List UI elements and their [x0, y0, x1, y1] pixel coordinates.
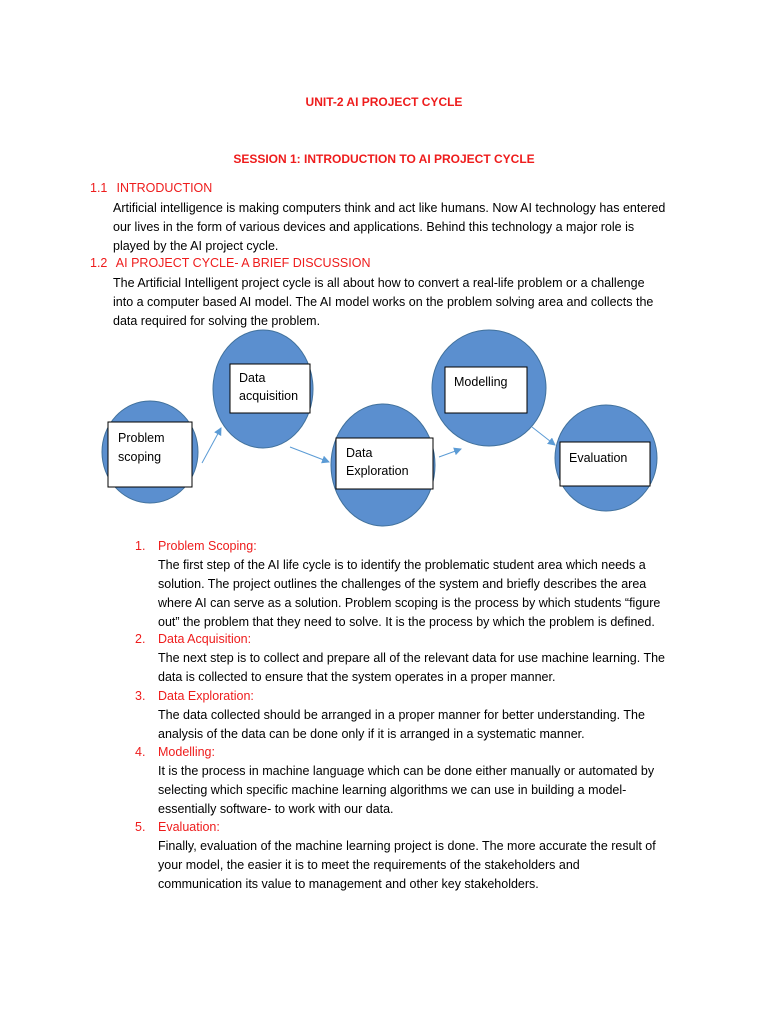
text-line: our lives in the form of various devices and applications. Behind this technology a major role is [113, 220, 635, 234]
text-line: analysis of the data can be done only if it is arranged in a systematic manner. [158, 727, 585, 741]
text-line: Finally, evaluation of the machine learning project is done. The more accurate the result of [158, 839, 656, 853]
list-number: 4. [135, 745, 146, 759]
list-number: 2. [135, 632, 146, 646]
list-item-evaluation [135, 818, 675, 894]
text-line: solution. The project outlines the challenges of the system and briefly describes the area [158, 577, 647, 591]
list-heading: Evaluation: [158, 820, 220, 834]
brief-discussion-paragraph [113, 274, 683, 331]
section-heading-brief-discussion [90, 256, 370, 270]
text-line: out” the problem that they need to solve. It is the process by which the problem is defined. [158, 615, 655, 629]
list-number: 3. [135, 689, 146, 703]
node-evaluation [555, 405, 657, 511]
node-label: Problem [118, 431, 165, 445]
node-label: Data [239, 371, 266, 385]
text-line: your model, the easier it is to meet the requirements of the stakeholders and [158, 858, 580, 872]
node-label: Modelling [454, 375, 508, 389]
ai-project-cycle-diagram [0, 325, 768, 535]
text-line: essentially software- to work with our data. [158, 802, 394, 816]
section-number: 1.1 [90, 181, 108, 195]
text-line: into a computer based AI model. The AI model works on the problem solving area and collects the [113, 295, 654, 309]
introduction-paragraph [113, 199, 683, 256]
node-label: Data [346, 446, 373, 460]
list-heading: Problem Scoping: [158, 539, 257, 553]
text-line: data is collected to ensure that the system operates in a proper manner. [158, 670, 556, 684]
list-heading: Data Exploration: [158, 689, 254, 703]
node-label: Exploration [346, 464, 409, 478]
section-title: INTRODUCTION [116, 181, 213, 195]
text-line: The first step of the AI life cycle is to identify the problematic student area which needs a [158, 558, 646, 572]
text-line: The next step is to collect and prepare all of the relevant data for use machine learning. The [158, 651, 666, 665]
text-line: communication its value to management and other key stakeholders. [158, 877, 539, 891]
node-data-acquisition [213, 330, 313, 448]
node-problem-scoping [102, 401, 198, 503]
section-title: AI PROJECT CYCLE- A BRIEF DISCUSSION [115, 256, 371, 270]
arrow-connector [439, 449, 461, 457]
text-line: selecting which specific machine learning algorithms we can use in building a model- [158, 783, 627, 797]
section-number: 1.2 [90, 256, 108, 270]
session-title: SESSION 1: INTRODUCTION TO AI PROJECT CYCLE [233, 152, 535, 166]
text-line: played by the AI project cycle. [113, 239, 279, 253]
arrow-connector [532, 427, 555, 445]
text-line: where AI can serve as a solution. Problem scoping is the process by which students “figure [158, 596, 661, 610]
list-item-data-exploration [135, 687, 675, 744]
text-line: data required for solving the problem. [113, 314, 321, 328]
node-label: acquisition [239, 389, 299, 403]
list-item-problem-scoping [135, 537, 675, 632]
list-number: 5. [135, 820, 146, 834]
node-label: scoping [118, 450, 162, 464]
list-number: 1. [135, 539, 146, 553]
section-heading-introduction [90, 181, 212, 195]
text-line: Artificial intelligence is making computers think and act like humans. Now AI technology has entered [113, 201, 666, 215]
arrow-connector [290, 447, 329, 462]
label-box [445, 367, 527, 413]
node-data-exploration [331, 404, 435, 526]
list-heading: Modelling: [158, 745, 215, 759]
list-heading: Data Acquisition: [158, 632, 252, 646]
text-line: The data collected should be arranged in a proper manner for better understanding. The [158, 708, 645, 722]
text-line: The Artificial Intelligent project cycle is all about how to convert a real-life problem or a challenge [113, 276, 645, 290]
text-line: It is the process in machine language which can be done either manually or automated by [158, 764, 655, 778]
list-item-modelling [135, 743, 675, 819]
unit-title: UNIT-2 AI PROJECT CYCLE [305, 95, 463, 109]
list-item-data-acquisition [135, 630, 675, 687]
node-label: Evaluation [569, 451, 628, 465]
node-modelling [432, 330, 546, 446]
arrow-connector [202, 428, 221, 463]
